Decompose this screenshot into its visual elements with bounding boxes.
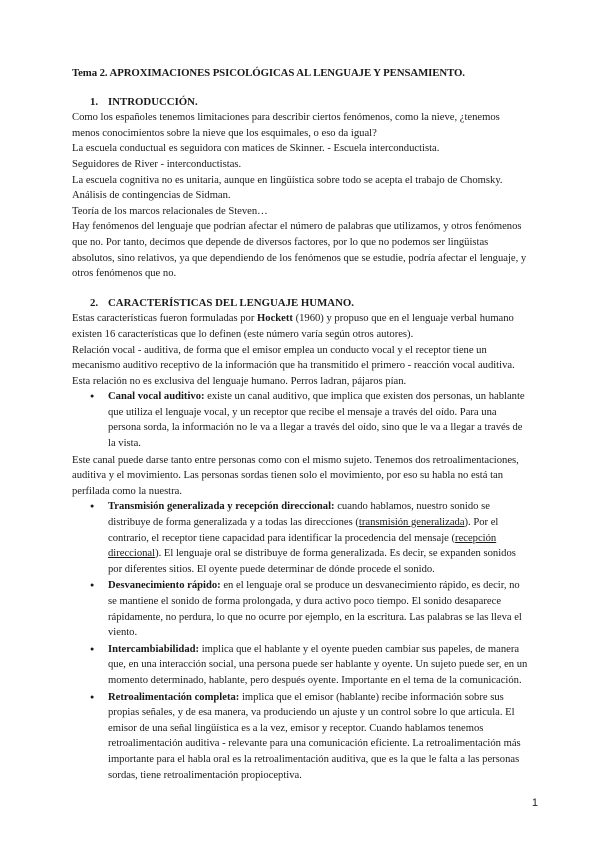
bullet-text: en el lenguaje oral se produce un desvanecimiento rápido, es decir, no se mantiene el sonido de forma prolongada, y dura activo poco tiempo. El sonido desaparece rápidamente, no perdura, lo que no ocurre por ejemplo, en la escritura. Las palabras se las lleva el viento. (108, 580, 522, 639)
intro-paragraph: Análisis de contingencias de Sidman. (72, 190, 231, 202)
text-run: (1960) y propuso que en el lenguaje verbal humano existen 16 características que lo definen (este número varía según otros autores). (72, 313, 514, 340)
bullet-text: implica que el hablante y el oyente pueden cambiar sus papeles, de manera que, en una interacción social, una persona puede ser hablante y oyente. Un sujeto puede ser, en un momento determinado, hablante, pero después oyente. Importante en el tema de la comunicación. (108, 643, 528, 686)
bullet-text: ). El lenguaje oral se distribuye de forma generalizada. Es decir, se expanden sonidos por diferentes sitios. El oyente puede determinar de dónde procede el sonido. (108, 548, 516, 575)
section-number: 2. (90, 296, 99, 309)
bullet-text: cuando hablamos, nuestro sonido se distribuye de forma generalizada y a todas las direcciones ( (108, 501, 490, 529)
text-run: Estas características fueron formuladas por (72, 313, 258, 325)
bullet-term: Canal vocal auditivo: (108, 391, 205, 403)
author-name: Hockett (257, 313, 293, 325)
underlined-term: recepción direccional (108, 532, 497, 560)
bullet-item-transmision (90, 499, 530, 577)
hockett-paragraph (72, 311, 530, 342)
intro-paragraph: La escuela cognitiva no es unitaria, aunque en lingüística sobre todo se acepta el trabajo de Chomsky. (72, 174, 503, 186)
bullet-item-intercambiabilidad (90, 642, 530, 689)
intro-paragraph: Seguidores de River - interconductistas. (72, 158, 242, 170)
section-title: CARACTERÍSTICAS DEL LENGUAJE HUMANO. (108, 296, 354, 309)
bullet-term: Retroalimentación completa: (108, 691, 240, 703)
title-main: APROXIMACIONES PSICOLÓGICAS AL LENGUAJE Y PENSAMIENTO. (109, 67, 465, 79)
spacer (72, 282, 530, 296)
page-content (72, 66, 530, 784)
intro-paragraph: Hay fenómenos del lenguaje que podrían afectar el número de palabras que utilizamos, y otros fenómenos que no. Por tanto, decimos que depende de diversos factores, por lo que no podemos ser lingüistas absolutos, sino relativos, ya que dependiendo de los fenómenos que se estudie, podría afectar el lenguaje, y otros fenómenos que no. (72, 221, 527, 280)
bullet-text: implica que el emisor (hablante) recibe información sobre sus propias señales, y de esa manera, va produciendo un ajuste y un control sobre lo que articula. El emisor de una señal lingüística es a la vez, emisor y receptor. Cuando hablamos tenemos retroalimentación auditiva - relevante para una comunicación eficiente. La retroalimentación más importante para el habla oral es la retroalimentación auditiva, que es la que le falta a las personas sordas, tiene retroalimentación propioceptiva. (108, 691, 521, 781)
intro-paragraph: Como los españoles tenemos limitaciones para describir ciertos fenómenos, como la nieve, ¿tenemos menos conocimientos sobre la nieve que los esquimales, o eso da igual? (72, 112, 500, 139)
section-heading-caracteristicas (90, 296, 530, 312)
bullet-item-canal-vocal (90, 389, 530, 451)
section-number: 1. (90, 95, 99, 108)
bullet-list (72, 389, 530, 451)
bullet-item-retroalimentacion (90, 690, 530, 784)
page-number: 1 (531, 797, 538, 809)
intro-paragraph: Teoría de los marcos relacionales de Steven… (72, 205, 268, 217)
bullet-term: Intercambiabilidad: (108, 643, 200, 655)
section-heading-introduccion (90, 95, 530, 111)
bullet-term: Transmisión generalizada y recepción direccional: (108, 501, 335, 513)
intro-paragraph: La escuela conductual es seguidora con matices de Skinner. - Escuela interconductista. (72, 143, 440, 155)
underlined-term: transmisión generalizada (358, 517, 465, 529)
title-prefix: Tema 2. (72, 67, 108, 79)
section-title: INTRODUCCIÓN. (108, 95, 198, 108)
vocal-auditiva-paragraph: Relación vocal - auditiva, de forma que el emisor emplea un conducto vocal y el receptor tiene un mecanismo auditivo receptivo de la información que ha transmitido el primero - reacción vocal auditiva. Esta relación no es exclusiva del lenguaje humano. Perros ladran, pájaros pían. (72, 344, 515, 387)
bullet-term: Desvanecimiento rápido: (108, 580, 221, 592)
document-title (72, 66, 530, 82)
bullet-item-desvanecimiento (90, 578, 530, 640)
bullet-text: ). Por el contrario, el receptor tiene capacidad para identificar la procedencia del mensaje ( (108, 517, 499, 544)
bullet-list (72, 499, 530, 783)
bullet-text: existe un canal auditivo, que implica que existen dos personas, un hablante que utiliza el lenguaje vocal, y un receptor que recibe el mensaje a través del oído. Para una persona sorda, la información no le va a llegar a través del oído, sino que le va a llegar a través de la vista. (108, 391, 525, 450)
canal-paragraph: Este canal puede darse tanto entre personas como con el mismo sujeto. Tenemos dos retroalimentaciones, auditiva y el movimiento. Las personas sordas tienen solo el movimiento, por eso su habla no está tan perfilada como la nuestra. (72, 454, 519, 497)
